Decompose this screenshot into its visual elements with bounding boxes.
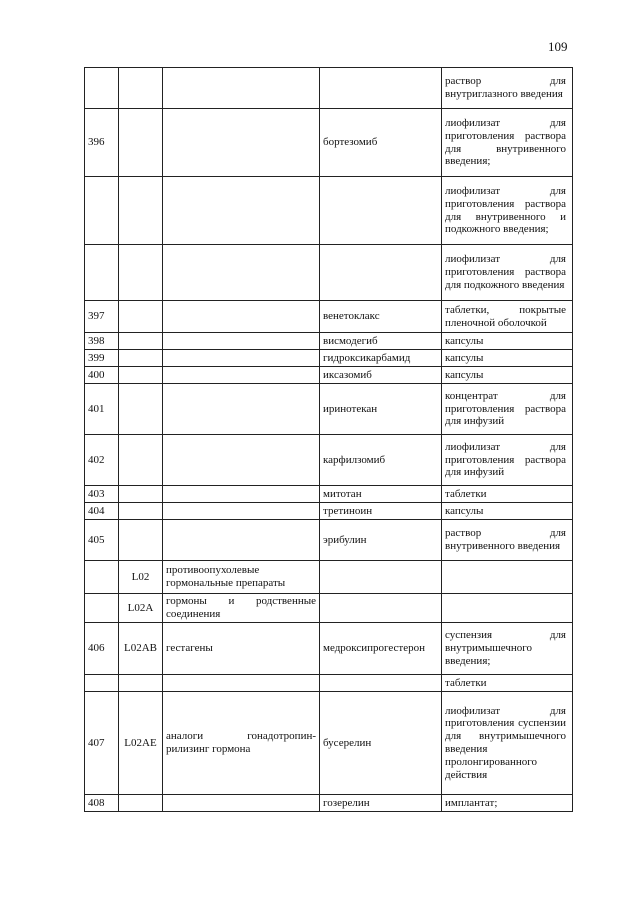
row-number-cell: 403 bbox=[85, 486, 119, 503]
anatomical-group-cell bbox=[163, 367, 320, 384]
dosage-form-cell: лиофилизат для приготовления раствора для инфузий bbox=[442, 435, 573, 486]
row-number-cell bbox=[85, 594, 119, 623]
dosage-form-cell: таблетки bbox=[442, 486, 573, 503]
row-number-cell: 396 bbox=[85, 109, 119, 177]
row-number-cell bbox=[85, 68, 119, 109]
atc-code-cell: L02AE bbox=[119, 692, 163, 795]
dosage-form-cell: лиофилизат для приготовления суспензии для внутримышечного введения пролонгированного действия bbox=[442, 692, 573, 795]
anatomical-group-cell bbox=[163, 503, 320, 520]
anatomical-group-cell bbox=[163, 333, 320, 350]
row-number-cell: 405 bbox=[85, 520, 119, 561]
drug-name-cell: венетоклакс bbox=[320, 301, 442, 333]
table-row bbox=[85, 109, 573, 177]
drug-name-cell bbox=[320, 245, 442, 301]
anatomical-group-cell bbox=[163, 109, 320, 177]
anatomical-group-cell: гестагены bbox=[163, 623, 320, 675]
dosage-form-cell: лиофилизат для приготовления раствора для внутривенного введения; bbox=[442, 109, 573, 177]
row-number-cell: 400 bbox=[85, 367, 119, 384]
table-row bbox=[85, 435, 573, 486]
atc-code-cell bbox=[119, 486, 163, 503]
atc-code-cell bbox=[119, 350, 163, 367]
dosage-form-cell: капсулы bbox=[442, 503, 573, 520]
row-number-cell bbox=[85, 675, 119, 692]
atc-code-cell bbox=[119, 520, 163, 561]
dosage-form-cell: раствор для внутривенного введения bbox=[442, 520, 573, 561]
row-number-cell: 407 bbox=[85, 692, 119, 795]
atc-code-cell bbox=[119, 795, 163, 812]
table-row bbox=[85, 367, 573, 384]
atc-code-cell: L02AB bbox=[119, 623, 163, 675]
table-row bbox=[85, 520, 573, 561]
table-row bbox=[85, 350, 573, 367]
drug-name-cell: висмодегиб bbox=[320, 333, 442, 350]
drug-name-cell: иксазомиб bbox=[320, 367, 442, 384]
row-number-cell bbox=[85, 177, 119, 245]
dosage-form-cell: капсулы bbox=[442, 350, 573, 367]
anatomical-group-cell bbox=[163, 384, 320, 435]
atc-code-cell bbox=[119, 177, 163, 245]
atc-code-cell: L02A bbox=[119, 594, 163, 623]
atc-code-cell bbox=[119, 435, 163, 486]
anatomical-group-cell bbox=[163, 350, 320, 367]
table-row bbox=[85, 594, 573, 623]
drug-name-cell bbox=[320, 561, 442, 594]
drug-name-cell: третиноин bbox=[320, 503, 442, 520]
row-number-cell: 399 bbox=[85, 350, 119, 367]
drug-name-cell: митотан bbox=[320, 486, 442, 503]
drug-name-cell: эрибулин bbox=[320, 520, 442, 561]
row-number-cell: 406 bbox=[85, 623, 119, 675]
drug-name-cell: гозерелин bbox=[320, 795, 442, 812]
table-row bbox=[85, 486, 573, 503]
drug-name-cell: гидроксикарбамид bbox=[320, 350, 442, 367]
row-number-cell: 398 bbox=[85, 333, 119, 350]
dosage-form-cell: таблетки bbox=[442, 675, 573, 692]
table-row bbox=[85, 384, 573, 435]
row-number-cell: 408 bbox=[85, 795, 119, 812]
anatomical-group-cell: аналоги гонадотропин-рилизинг гормона bbox=[163, 692, 320, 795]
drug-name-cell: медроксипрогестерон bbox=[320, 623, 442, 675]
row-number-cell: 401 bbox=[85, 384, 119, 435]
row-number-cell: 402 bbox=[85, 435, 119, 486]
anatomical-group-cell bbox=[163, 435, 320, 486]
anatomical-group-cell bbox=[163, 68, 320, 109]
atc-code-cell bbox=[119, 384, 163, 435]
dosage-form-cell: капсулы bbox=[442, 367, 573, 384]
page-number: 109 bbox=[548, 39, 568, 54]
dosage-form-cell: имплантат; bbox=[442, 795, 573, 812]
row-number-cell: 397 bbox=[85, 301, 119, 333]
anatomical-group-cell bbox=[163, 177, 320, 245]
anatomical-group-cell bbox=[163, 245, 320, 301]
table-row bbox=[85, 675, 573, 692]
atc-code-cell bbox=[119, 68, 163, 109]
dosage-form-cell: раствор для внутриглазного введения bbox=[442, 68, 573, 109]
dosage-form-cell: концентрат для приготовления раствора для инфузий bbox=[442, 384, 573, 435]
row-number-cell bbox=[85, 245, 119, 301]
table-row bbox=[85, 692, 573, 795]
drug-name-cell bbox=[320, 675, 442, 692]
dosage-form-cell: лиофилизат для приготовления раствора для подкожного введения bbox=[442, 245, 573, 301]
dosage-form-cell: капсулы bbox=[442, 333, 573, 350]
dosage-form-cell: суспензия для внутримышечного введения; bbox=[442, 623, 573, 675]
atc-code-cell bbox=[119, 245, 163, 301]
drug-name-cell: бусерелин bbox=[320, 692, 442, 795]
dosage-form-cell: таблетки, покрытые пленочной оболочкой bbox=[442, 301, 573, 333]
atc-code-cell bbox=[119, 675, 163, 692]
dosage-form-cell bbox=[442, 594, 573, 623]
anatomical-group-cell bbox=[163, 520, 320, 561]
anatomical-group-cell bbox=[163, 486, 320, 503]
drug-name-cell bbox=[320, 177, 442, 245]
row-number-cell bbox=[85, 561, 119, 594]
table-row bbox=[85, 68, 573, 109]
anatomical-group-cell: противоопухолевые гормональные препараты bbox=[163, 561, 320, 594]
table-row bbox=[85, 795, 573, 812]
anatomical-group-cell bbox=[163, 795, 320, 812]
drug-name-cell: бортезомиб bbox=[320, 109, 442, 177]
drug-name-cell: карфилзомиб bbox=[320, 435, 442, 486]
anatomical-group-cell bbox=[163, 675, 320, 692]
dosage-form-cell: лиофилизат для приготовления раствора для внутривенного и подкожного введения; bbox=[442, 177, 573, 245]
drug-name-cell bbox=[320, 594, 442, 623]
atc-code-cell bbox=[119, 333, 163, 350]
table-row bbox=[85, 333, 573, 350]
table-row bbox=[85, 623, 573, 675]
drug-name-cell: иринотекан bbox=[320, 384, 442, 435]
dosage-form-cell bbox=[442, 561, 573, 594]
drug-name-cell bbox=[320, 68, 442, 109]
table-row bbox=[85, 245, 573, 301]
anatomical-group-cell: гормоны и родственные соединения bbox=[163, 594, 320, 623]
atc-code-cell: L02 bbox=[119, 561, 163, 594]
table-row bbox=[85, 561, 573, 594]
anatomical-group-cell bbox=[163, 301, 320, 333]
atc-code-cell bbox=[119, 367, 163, 384]
atc-code-cell bbox=[119, 109, 163, 177]
table-row bbox=[85, 177, 573, 245]
row-number-cell: 404 bbox=[85, 503, 119, 520]
table-row bbox=[85, 503, 573, 520]
atc-code-cell bbox=[119, 503, 163, 520]
table-row bbox=[85, 301, 573, 333]
atc-code-cell bbox=[119, 301, 163, 333]
drug-list-table bbox=[84, 67, 573, 812]
